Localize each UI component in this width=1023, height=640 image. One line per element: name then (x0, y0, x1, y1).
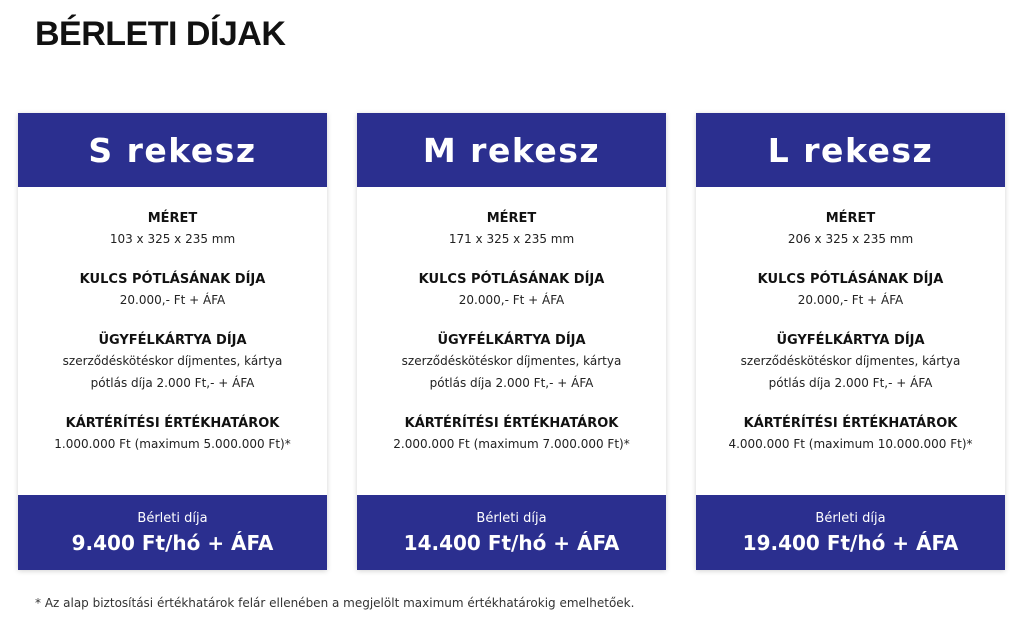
spec-key-replacement (18, 270, 327, 311)
spec-label: KÁRTÉRÍTÉSI ÉRTÉKHATÁROK (65, 416, 280, 431)
spec-value: 1.000.000 Ft (maximum 5.000.000 Ft)* (54, 437, 291, 451)
card-title: S rekesz (88, 130, 257, 170)
spec-value: szerződéskötéskor díjmentes, kártya pótlás díja 2.000 Ft,- + ÁFA (401, 354, 622, 390)
rental-fee-price: 9.400 Ft/hó + ÁFA (71, 530, 274, 555)
spec-value: 4.000.000 Ft (maximum 10.000.000 Ft)* (728, 437, 973, 451)
spec-compensation (18, 414, 327, 455)
spec-size (18, 209, 327, 250)
spec-label: MÉRET (825, 211, 876, 226)
rental-fee-price: 19.400 Ft/hó + ÁFA (742, 530, 959, 555)
spec-size (357, 209, 666, 250)
spec-value: 103 x 325 x 235 mm (109, 232, 236, 246)
pricing-card-s (18, 113, 327, 570)
card-body (357, 187, 666, 495)
rental-fee-label: Bérleti díja (137, 510, 208, 526)
card-header (357, 113, 666, 187)
card-footer (696, 495, 1005, 570)
pricing-card-l (696, 113, 1005, 570)
spec-label: KÁRTÉRÍTÉSI ÉRTÉKHATÁROK (743, 416, 958, 431)
card-footer (18, 495, 327, 570)
pricing-card-m (357, 113, 666, 570)
rental-fee-label: Bérleti díja (815, 510, 886, 526)
footnote: * Az alap biztosítási értékhatárok felár ellenében a megjelölt maximum értékhatárokig emelhetőek. (35, 596, 635, 610)
spec-value: 20.000,- Ft + ÁFA (797, 293, 904, 307)
spec-label: KULCS PÓTLÁSÁNAK DÍJA (418, 272, 605, 287)
spec-label: KULCS PÓTLÁSÁNAK DÍJA (757, 272, 944, 287)
spec-key-replacement (696, 270, 1005, 311)
card-footer (357, 495, 666, 570)
pricing-cards (18, 113, 1004, 570)
spec-compensation (696, 414, 1005, 455)
card-body (696, 187, 1005, 495)
spec-value: szerződéskötéskor díjmentes, kártya pótlás díja 2.000 Ft,- + ÁFA (62, 354, 283, 390)
card-header (696, 113, 1005, 187)
spec-value: 171 x 325 x 235 mm (448, 232, 575, 246)
card-title: L rekesz (767, 130, 934, 170)
card-body (18, 187, 327, 495)
spec-key-replacement (357, 270, 666, 311)
spec-client-card (357, 331, 666, 394)
spec-value: 206 x 325 x 235 mm (787, 232, 914, 246)
page-title: BÉRLETI DÍJAK (35, 15, 286, 53)
spec-label: MÉRET (486, 211, 537, 226)
spec-value: 2.000.000 Ft (maximum 7.000.000 Ft)* (393, 437, 630, 451)
spec-value: szerződéskötéskor díjmentes, kártya pótlás díja 2.000 Ft,- + ÁFA (740, 354, 961, 390)
spec-client-card (696, 331, 1005, 394)
spec-client-card (18, 331, 327, 394)
spec-size (696, 209, 1005, 250)
card-header (18, 113, 327, 187)
card-title: M rekesz (422, 130, 601, 170)
spec-label: ÜGYFÉLKÁRTYA DÍJA (437, 333, 586, 348)
spec-value: 20.000,- Ft + ÁFA (119, 293, 226, 307)
spec-value: 20.000,- Ft + ÁFA (458, 293, 565, 307)
rental-fee-price: 14.400 Ft/hó + ÁFA (403, 530, 620, 555)
spec-label: ÜGYFÉLKÁRTYA DÍJA (98, 333, 247, 348)
spec-label: ÜGYFÉLKÁRTYA DÍJA (776, 333, 925, 348)
spec-label: KÁRTÉRÍTÉSI ÉRTÉKHATÁROK (404, 416, 619, 431)
rental-fee-label: Bérleti díja (476, 510, 547, 526)
spec-label: KULCS PÓTLÁSÁNAK DÍJA (79, 272, 266, 287)
spec-compensation (357, 414, 666, 455)
spec-label: MÉRET (147, 211, 198, 226)
